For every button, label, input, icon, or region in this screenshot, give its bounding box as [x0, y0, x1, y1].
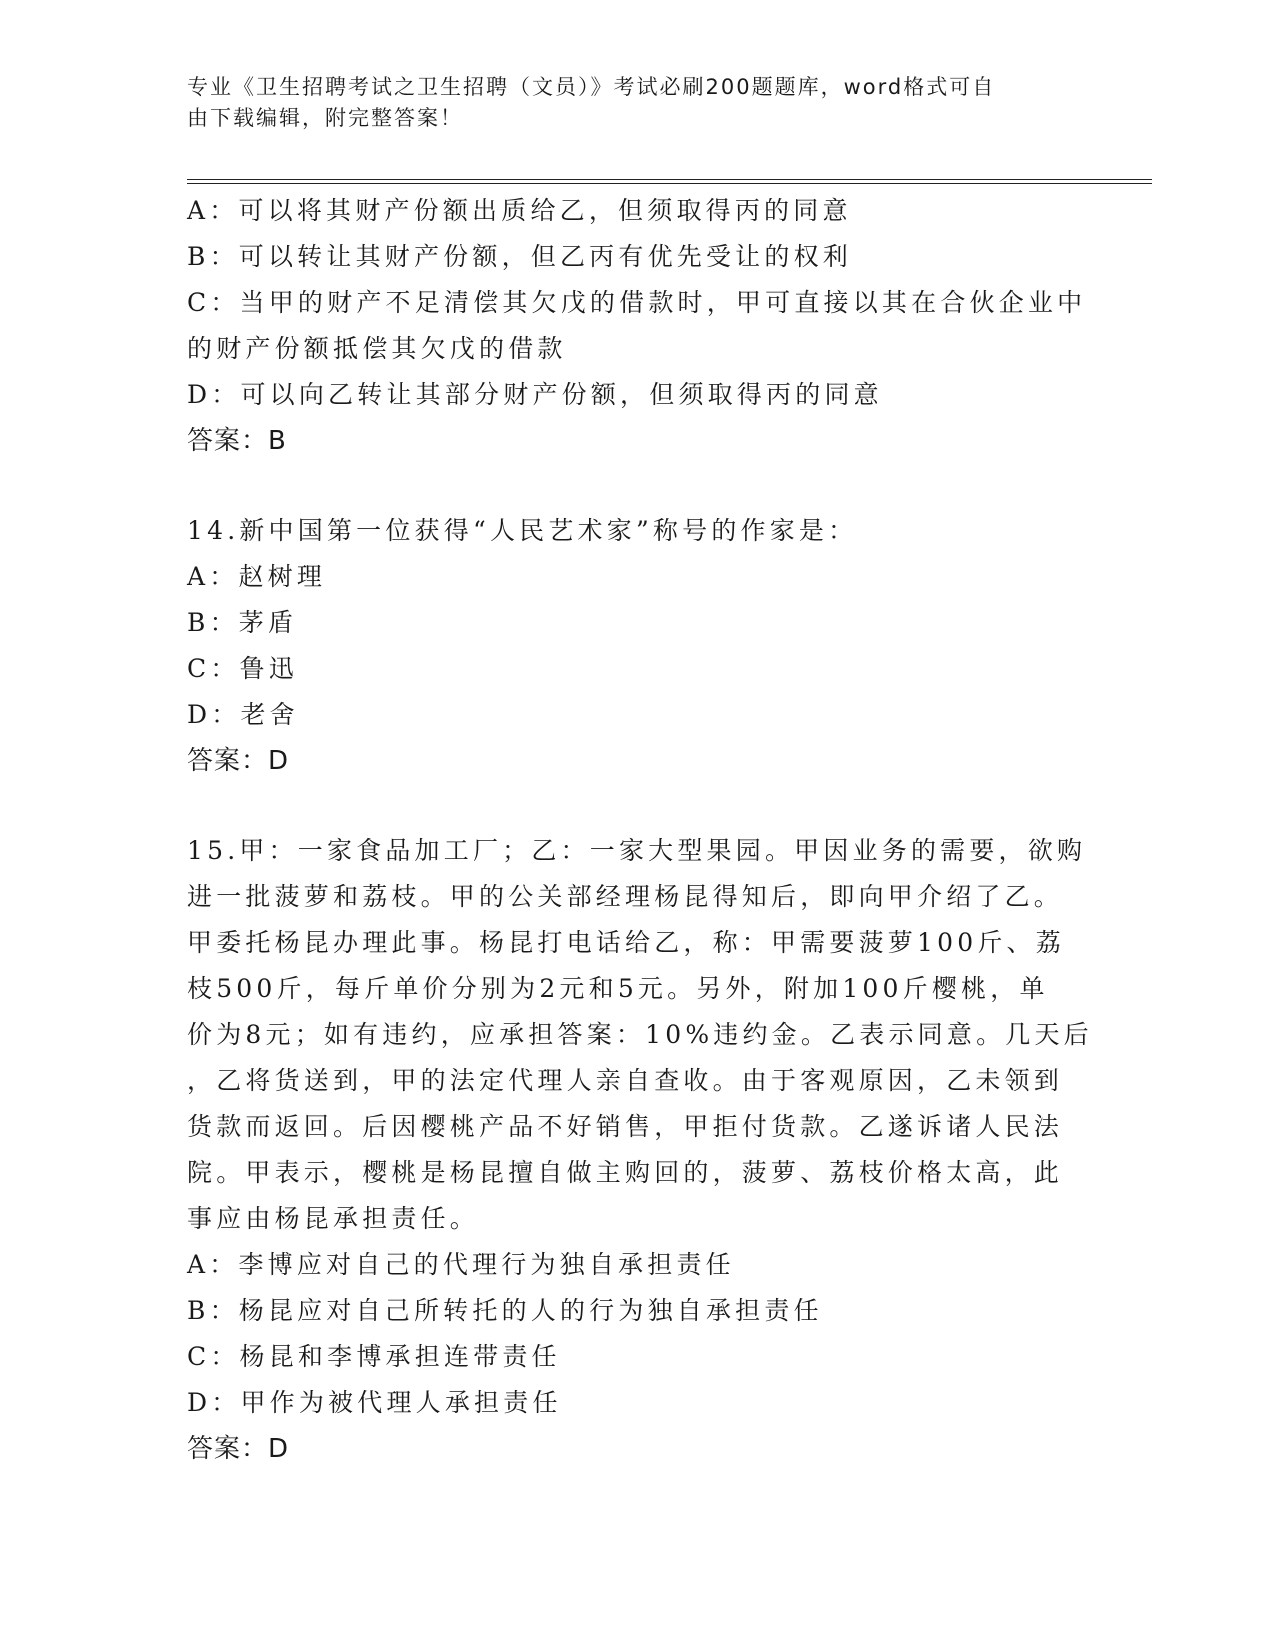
q14-option-d: D：老舍 — [187, 700, 299, 729]
question-13-block — [187, 188, 1087, 464]
q15-answer: 答案：D — [187, 1434, 290, 1464]
q13-answer: 答案：B — [187, 426, 287, 456]
q15-option-a: A：李博应对自己的代理行为独自承担责任 — [187, 1250, 735, 1279]
q14-option-b: B：茅盾 — [187, 608, 298, 637]
q14-question: 14.新中国第一位获得“人民艺术家”称号的作家是： — [187, 516, 858, 545]
q15-option-c: C：杨昆和李博承担连带责任 — [187, 1342, 561, 1371]
document-header — [187, 72, 1067, 134]
q13-option-c-line-1: C：当甲的财产不足清偿其欠戊的借款时，甲可直接以其在合伙企业中 — [187, 288, 1087, 317]
q13-option-d: D：可以向乙转让其部分财产份额，但须取得丙的同意 — [187, 380, 883, 409]
spacer — [187, 784, 1087, 828]
q15-question-line: 15.甲：一家食品加工厂；乙：一家大型果园。甲因业务的需要，欲购 — [187, 836, 1087, 865]
q13-option-a: A：可以将其财产份额出质给乙，但须取得丙的同意 — [187, 196, 852, 225]
q14-option-a: A：赵树理 — [187, 562, 327, 591]
q15-question-line: 进一批菠萝和荔枝。甲的公关部经理杨昆得知后，即向甲介绍了乙。 — [187, 882, 1064, 911]
q15-question-line: 货款而返回。后因樱桃产品不好销售，甲拒付货款。乙遂诉诸人民法 — [187, 1112, 1064, 1141]
q14-answer: 答案：D — [187, 746, 290, 776]
q15-question-line: 价为8元；如有违约，应承担答案：10%违约金。乙表示同意。几天后 — [187, 1020, 1093, 1049]
q15-question-line: 事应由杨昆承担责任。 — [187, 1204, 480, 1233]
q15-option-b: B：杨昆应对自己所转托的人的行为独自承担责任 — [187, 1296, 823, 1325]
header-line-2: 由下载编辑，附完整答案！ — [187, 106, 463, 130]
q13-option-c-line-2: 的财产份额抵偿其欠戊的借款 — [187, 334, 567, 363]
q15-question-line: 院。甲表示，樱桃是杨昆擅自做主购回的，菠萝、荔枝价格太高，此 — [187, 1158, 1064, 1187]
header-divider-top — [187, 179, 1152, 180]
q13-option-b: B：可以转让其财产份额，但乙丙有优先受让的权利 — [187, 242, 852, 271]
q14-option-c: C：鲁迅 — [187, 654, 298, 683]
q15-question-line: 甲委托杨昆办理此事。杨昆打电话给乙，称：甲需要菠萝100斤、荔 — [187, 928, 1065, 957]
question-14-block — [187, 508, 1087, 784]
header-line-1: 专业《卫生招聘考试之卫生招聘（文员）》考试必刷200题题库，word格式可自 — [187, 75, 996, 99]
q15-option-d: D：甲作为被代理人承担责任 — [187, 1388, 562, 1417]
question-15-block — [187, 828, 1093, 1472]
header-divider-bottom — [187, 183, 1152, 184]
document-body — [187, 188, 1093, 1472]
q15-question-line: 枝500斤，每斤单价分别为2元和5元。另外，附加100斤樱桃，单 — [187, 974, 1049, 1003]
spacer — [187, 464, 1087, 508]
q15-question-line: ，乙将货送到，甲的法定代理人亲自查收。由于客观原因，乙未领到 — [187, 1066, 1064, 1095]
